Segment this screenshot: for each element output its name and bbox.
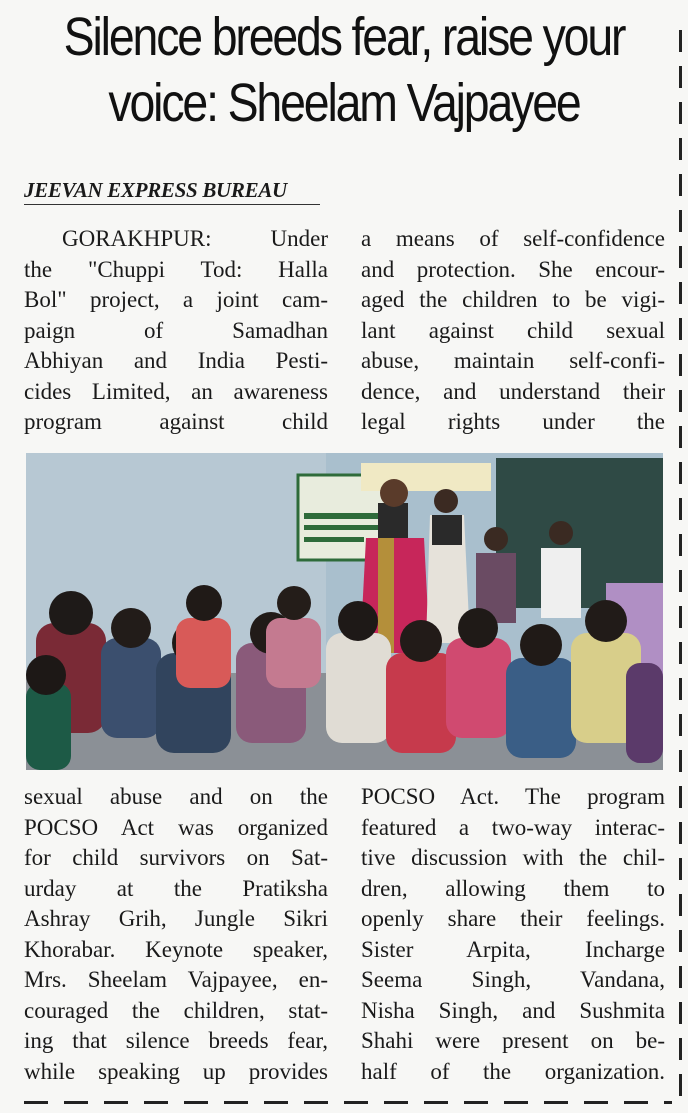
text-line: program against child: [24, 409, 328, 434]
text-line: urday at the Pratiksha: [24, 875, 328, 901]
text-line: a means of self-confidence: [361, 226, 665, 251]
text-line: Ashray Grih, Jungle Sikri: [24, 906, 328, 931]
text-line: Bol" project, a joint cam-: [24, 287, 328, 312]
text-line: POCSO Act was organized: [24, 814, 328, 840]
text-line: Abhiyan and India Pesti-: [24, 348, 328, 373]
cut-line-right: [679, 30, 682, 1105]
text-line: Nisha Singh, and Sushmita: [361, 997, 665, 1023]
text-line: POCSO Act. The program: [361, 784, 665, 809]
text-line: abuse, maintain self-confi-: [361, 348, 665, 373]
text-line: featured a two-way interac-: [361, 814, 665, 840]
text-line: tive discussion with the chil-: [361, 845, 665, 870]
text-line: Mrs. Sheelam Vajpayee, en-: [24, 967, 328, 992]
text-line: paign of Samadhan: [24, 317, 328, 343]
text-line: cides Limited, an awareness: [24, 378, 328, 404]
text-line: couraged the children, stat-: [24, 997, 328, 1023]
text-line: dence, and understand their: [361, 378, 665, 404]
text-line: Khorabar. Keynote speaker,: [24, 936, 328, 962]
column-bottom-left: [24, 782, 328, 1087]
text-line: Shahi were present on be-: [361, 1028, 665, 1053]
byline: JEEVAN EXPRESS BUREAU: [24, 178, 287, 202]
text-line: Seema Singh, Vandana,: [361, 967, 665, 992]
text-line: legal rights under the: [361, 409, 665, 434]
text-line: while speaking up provides: [24, 1058, 328, 1084]
text-line: ing that silence breeds fear,: [24, 1028, 328, 1053]
text-line: GORAKHPUR: Under: [62, 226, 328, 251]
speaker-head: [380, 479, 408, 507]
byline-rule: [24, 204, 320, 205]
text-line: for child survivors on Sat-: [24, 845, 328, 870]
column-bottom-right: [361, 782, 665, 1087]
headline-line-2: voice: Sheelam Vajpayee: [108, 73, 580, 133]
text-line: Sister Arpita, Incharge: [361, 936, 665, 962]
event-photo: [26, 453, 663, 770]
headline-line-1: Silence breeds fear, raise your: [63, 7, 625, 67]
text-line: sexual abuse and on the: [24, 784, 328, 809]
text-line: aged the children to be vigi-: [361, 287, 665, 312]
text-line: and protection. She encour-: [361, 256, 665, 282]
text-line: openly share their feelings.: [361, 906, 665, 931]
text-line: the "Chuppi Tod: Halla: [24, 256, 328, 282]
column-top-left: [24, 224, 328, 438]
text-line: dren, allowing them to: [361, 875, 665, 901]
headline: [48, 4, 640, 136]
event-photo-illustration: [26, 453, 663, 770]
text-line: half of the organization.: [361, 1058, 665, 1084]
column-top-right: [361, 224, 665, 438]
text-line: lant against child sexual: [361, 317, 665, 343]
cut-line-bottom: [24, 1101, 672, 1104]
